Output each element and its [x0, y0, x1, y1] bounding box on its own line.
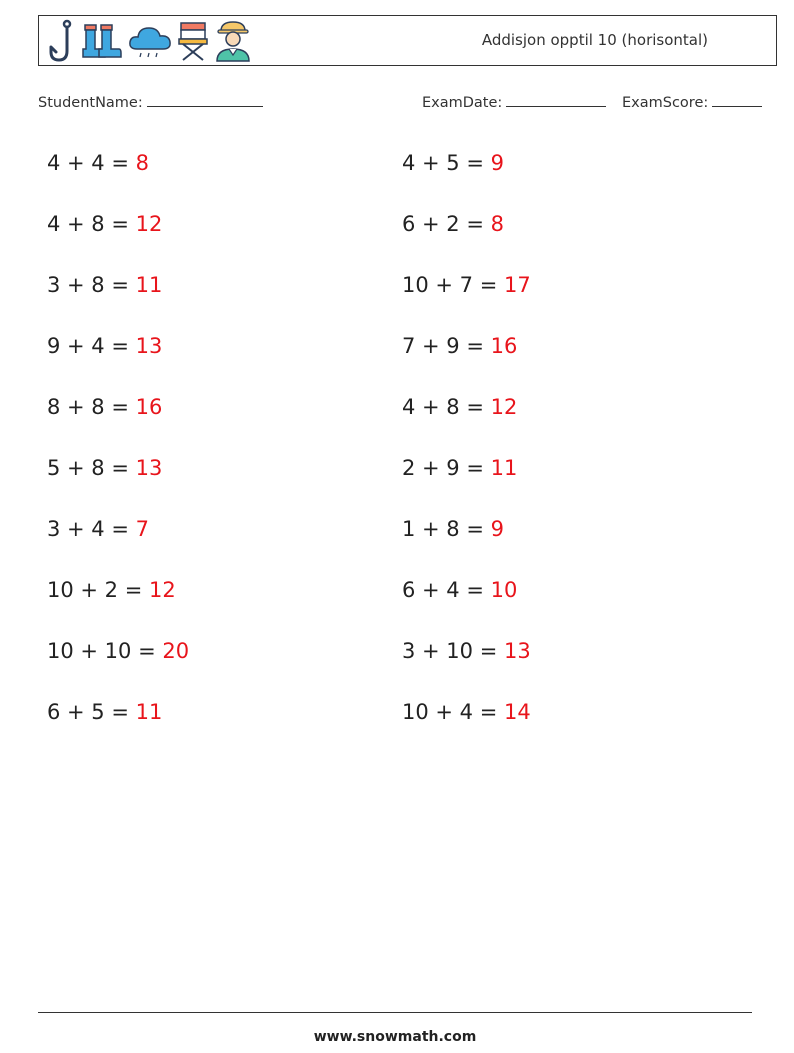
problem-answer: 7 [135, 517, 149, 541]
problem-question: 4 + 5 = [402, 151, 491, 175]
problem-answer: 13 [503, 639, 531, 663]
problem-question: 6 + 2 = [402, 212, 491, 236]
problem-answer: 11 [490, 456, 518, 480]
problem-answer: 17 [503, 273, 531, 297]
problem-answer: 9 [490, 517, 504, 541]
problem-right-10 [402, 697, 531, 727]
problem-question: 4 + 8 = [47, 212, 136, 236]
problem-question: 10 + 10 = [47, 639, 163, 663]
problem-question: 7 + 9 = [402, 334, 491, 358]
problem-question: 3 + 4 = [47, 517, 136, 541]
problem-question: 1 + 8 = [402, 517, 491, 541]
header-icons [47, 19, 253, 63]
problem-left-4 [47, 331, 162, 361]
problem-left-5 [47, 392, 162, 422]
problem-question: 10 + 7 = [402, 273, 504, 297]
problem-question: 4 + 4 = [47, 151, 136, 175]
problem-answer: 13 [135, 456, 163, 480]
exam-score-field [622, 92, 762, 111]
problem-question: 10 + 4 = [402, 700, 504, 724]
problem-question: 2 + 9 = [402, 456, 491, 480]
problem-left-2 [47, 209, 162, 239]
problem-right-8 [402, 575, 517, 605]
problem-answer: 11 [135, 273, 163, 297]
problem-question: 3 + 8 = [47, 273, 136, 297]
problem-answer: 10 [490, 578, 518, 602]
footer-divider [38, 1012, 752, 1013]
problem-left-6 [47, 453, 162, 483]
problem-right-7 [402, 514, 504, 544]
problem-left-3 [47, 270, 162, 300]
problem-question: 4 + 8 = [402, 395, 491, 419]
problem-answer: 13 [135, 334, 163, 358]
problem-answer: 16 [135, 395, 163, 419]
worksheet-title: Addisjon opptil 10 (horisontal) [481, 31, 708, 49]
problem-answer: 11 [135, 700, 163, 724]
exam-date-label: ExamDate: [422, 95, 503, 111]
problem-left-8 [47, 575, 176, 605]
problem-answer: 12 [148, 578, 176, 602]
student-name-label: StudentName: [38, 95, 143, 111]
exam-date-blank[interactable] [506, 92, 606, 107]
problem-left-10 [47, 697, 162, 727]
problem-answer: 9 [490, 151, 504, 175]
student-name-blank[interactable] [147, 92, 263, 107]
worksheet-header [38, 15, 777, 66]
problem-answer: 8 [490, 212, 504, 236]
rain-cloud-icon [127, 19, 173, 63]
folding-chair-icon [177, 19, 209, 63]
problem-answer: 8 [135, 151, 149, 175]
rubber-boots-icon [81, 19, 123, 63]
exam-date-field [422, 92, 606, 111]
problem-right-2 [402, 209, 504, 239]
problem-right-9 [402, 636, 531, 666]
problem-right-3 [402, 270, 531, 300]
problem-question: 8 + 8 = [47, 395, 136, 419]
problem-answer: 12 [135, 212, 163, 236]
problem-question: 6 + 4 = [402, 578, 491, 602]
problem-question: 3 + 10 = [402, 639, 504, 663]
problem-right-4 [402, 331, 517, 361]
problem-answer: 20 [162, 639, 190, 663]
student-name-field [38, 92, 263, 111]
footer-site: www.snowmath.com [313, 1029, 477, 1045]
problem-left-7 [47, 514, 149, 544]
problem-answer: 16 [490, 334, 518, 358]
problem-question: 5 + 8 = [47, 456, 136, 480]
fishing-hook-icon [47, 19, 77, 63]
problem-right-6 [402, 453, 517, 483]
problem-question: 6 + 5 = [47, 700, 136, 724]
exam-score-label: ExamScore: [622, 95, 709, 111]
problem-answer: 12 [490, 395, 518, 419]
problem-right-5 [402, 392, 517, 422]
problem-right-1 [402, 148, 504, 178]
problem-left-1 [47, 148, 149, 178]
problem-question: 9 + 4 = [47, 334, 136, 358]
problem-answer: 14 [503, 700, 531, 724]
fisherman-icon [213, 19, 253, 63]
problem-left-9 [47, 636, 189, 666]
exam-score-blank[interactable] [712, 92, 762, 107]
problem-question: 10 + 2 = [47, 578, 149, 602]
